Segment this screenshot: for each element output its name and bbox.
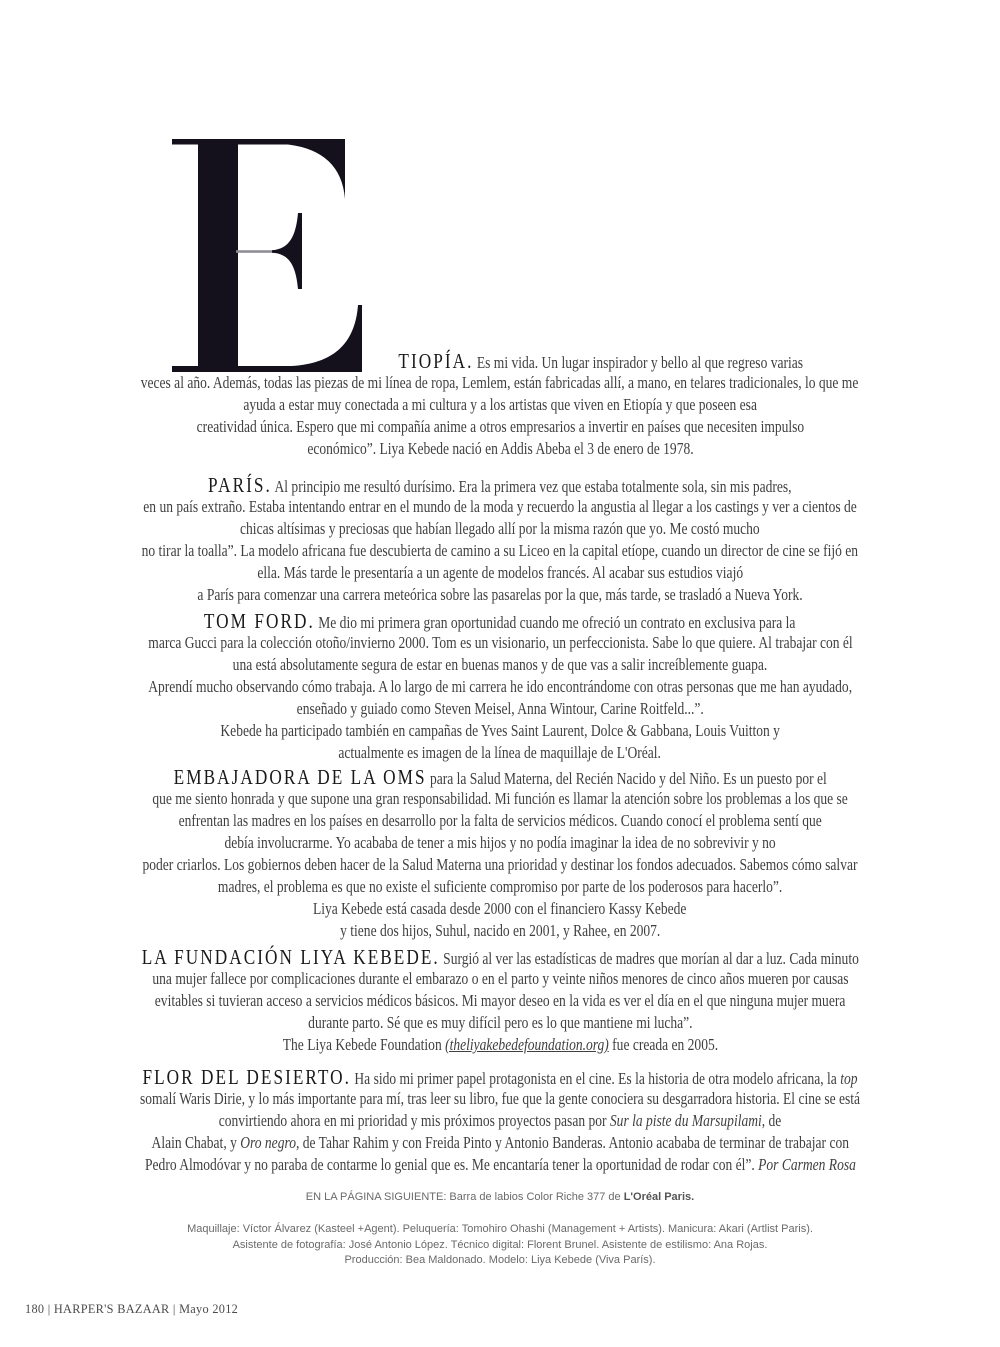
text-line-content [208,474,791,496]
text-line [70,810,930,832]
text-line [70,920,930,942]
text-line [70,742,930,764]
text-segment: no tirar la toalla”. La modelo africana fue descubierta de camino a su Liceo en la capital etíope, cuando un director de cine se fijó en [141,541,859,560]
text-line [70,832,930,854]
text-segment: a París para comenzar una carrera meteórica sobre las pasarelas por la que, más tarde, se trasladó a Nueva York. [197,585,803,604]
text-line [70,474,930,496]
text-line-content [313,898,686,920]
text-segment: Pedro Almodóvar y no paraba de contarme lo genial que es. Me encantaría tener la oportunidad de rodar con él”. [144,1155,758,1174]
text-line [70,372,930,394]
text-segment: Aprendí mucho observando cómo trabaja. A lo largo de mi carrera he ido encontrándome con otras personas que me han ayudado, [148,677,852,696]
text-line [70,394,930,416]
section-header: LA FUNDACIÓN LIYA KEBEDE. [141,945,440,969]
paragraph [70,766,930,942]
text-line [70,654,930,676]
text-segment: Es mi vida. Un lugar inspirador y bello al que regreso varias [473,353,803,372]
text-segment: veces al año. Además, todas las piezas de mi línea de ropa, Lemlem, están fabricadas allí, a mano, en telares tradicionales, lo que me [141,373,859,392]
text-line [70,416,930,438]
text-line-content [220,720,780,742]
text-line-content [240,518,760,540]
text-segment: fue creada en 2005. [608,1035,718,1054]
text-line-content [145,1154,856,1176]
text-line-content [233,654,768,676]
credit-line-assistants: Asistente de fotografía: José Antonio López. Técnico digital: Florent Brunel. Asistente de estilismo: Ana Rojas. [232,1238,768,1251]
next-page-credit-line [70,1191,930,1203]
text-segment: de Tahar Rahim y con Freida Pinto y Antonio Banderas. Antonio acababa de terminar de trabajar con [299,1133,849,1152]
dropcap-top-bar [172,139,345,199]
text-segment: una mujer fallece por complicaciones durante el embarazo o en el parto y veinte niños menores de cinco años mueren por causas [151,969,849,988]
text-line-content [173,766,826,788]
text-segment: Al principio me resultó durísimo. Era la primera vez que estaba totalmente sola, sin mis padres, [272,477,792,496]
paragraph [70,1066,930,1176]
text-line [70,1132,930,1154]
text-line-content [243,394,757,416]
text-line-content [142,540,858,562]
credit-line-production-model: Producción: Bea Maldonado. Modelo: Liya Kebede (Viva París). [344,1254,656,1266]
text-line [70,720,930,742]
text-segment: en un país extraño. Estaba intentando entrar en el mundo de la moda y recuerdo la angustia al llegar a los castings y ver a cientos de [143,497,857,516]
text-line-content [219,1110,782,1132]
text-segment: Sur la piste du Marsupilami, [609,1111,766,1130]
text-line-content [218,876,782,898]
text-line [70,990,930,1012]
foundation-website-link[interactable]: (theliyakebedefoundation.org) [444,1035,609,1054]
text-line [70,1088,930,1110]
text-segment: Alain Chabat, y [151,1133,240,1152]
text-line-content [339,742,662,764]
text-line [70,946,930,968]
text-segment: top [840,1069,858,1088]
dropcap-middle-wedge [272,213,302,289]
text-line-content [282,1034,717,1056]
text-line [70,518,930,540]
text-line-content [340,920,660,942]
text-segment: Surgió al ver las estadísticas de madres que morían al dar a luz. Cada minuto [439,949,859,968]
text-line [70,1154,930,1176]
text-line [70,766,930,788]
text-segment: para la Salud Materna, del Recién Nacido y del Niño. Es un puesto por el [426,769,827,788]
text-line-content [142,1066,857,1088]
text-line-content [224,832,775,854]
text-line-content [143,854,858,876]
text-line [70,350,930,372]
text-segment: The Liya Kebede Foundation [282,1035,445,1054]
text-segment: y tiene dos hijos, Suhul, nacido en 2001, y Rahee, en 2007. [339,921,661,940]
text-segment: que me siento honrada y que supone una gran responsabilidad. Mi función es llamar la atención sobre los problemas a los que se [152,789,848,808]
section-header: EMBAJADORA DE LA OMS [173,765,427,789]
text-line [70,854,930,876]
text-line-content [296,698,703,720]
text-segment: actualmente es imagen de la línea de maquillaje de L'Oréal. [338,743,662,762]
text-line-content [152,968,848,990]
text-segment: enfrentan las madres en los países en desarrollo por la falta de servicios médicos. Cuando conocí el problema sentí que [178,811,822,830]
text-segment: convirtiendo ahora en mi prioridad y mis próximos proyectos pasan por [218,1111,610,1130]
paragraph [70,474,930,606]
page-folio: 180 | HARPER'S BAZAAR | Mayo 2012 [25,1302,239,1316]
text-segment: somalí Waris Dirie, y lo más importante para mí, tras leer su libro, fue que la gente conociera su desgarradora historia. El cine se está [139,1089,861,1108]
paragraph [70,350,930,460]
text-line [70,438,930,460]
text-segment: durante parto. Sé que es muy difícil pero es lo que mantiene mi lucha”. [307,1013,693,1032]
text-line [70,610,930,632]
text-line [70,584,930,606]
text-segment: Liya Kebede está casada desde 2000 con el financiero Kassy Kebede [313,899,687,918]
text-segment: evitables si tuvieran acceso a servicios médicos básicos. Mi mayor deseo en la vida es ver el día en el que ninguna mujer muera [154,991,846,1010]
text-line-content [151,1132,848,1154]
text-line-content [148,632,852,654]
section-header: FLOR DEL DESIERTO. [142,1065,352,1089]
text-line-content [197,584,802,606]
text-line [70,968,930,990]
next-page-credit-text: EN LA PÁGINA SIGUIENTE: Barra de labios Color Riche 377 de [305,1191,624,1203]
text-segment: Oro negro, [239,1133,300,1152]
text-segment: ayuda a estar muy conectada a mi cultura y a los artistas que viven en Etiopía y que poseen esa [243,395,757,414]
text-line [70,540,930,562]
text-line [70,1034,930,1056]
team-credits [70,1222,930,1269]
text-segment: Ha sido mi primer papel protagonista en el cine. Es la historia de otra modelo africana, la [351,1069,841,1088]
section-header: TOM FORD. [204,609,316,633]
text-segment: enseñado y guiado como Steven Meisel, Anna Wintour, Carine Roitfeld...”. [296,699,704,718]
paragraph [70,610,930,764]
text-line-content [308,1012,692,1034]
dropcap-stem [198,139,238,372]
text-line [70,632,930,654]
text-line [70,898,930,920]
section-header: TIOPÍA. [398,349,474,373]
text-segment: debía involucrarme. Yo acababa de tener a mis hijos y no podía imaginar la idea de no sobrevivir y no [224,833,776,852]
dropcap-e-letter [170,139,363,372]
paragraph [70,946,930,1056]
text-line [70,876,930,898]
text-segment: una está absolutamente segura de estar en buenas manos y de que vas a salir increíblemente guapa. [232,655,768,674]
text-line-content [152,788,847,810]
text-segment: de [765,1111,782,1130]
text-line-content [204,610,795,632]
text-segment: madres, el problema es que no existe el suficiente compromiso por parte de los poderosos para hacerlo”. [217,877,783,896]
text-line [70,562,930,584]
next-page-credit-brand: L'Oréal Paris. [623,1191,695,1203]
text-segment: chicas altísimas y preciosas que habían llegado allí por la misma razón que yo. Me costó mucho [240,519,760,538]
text-line [70,1012,930,1034]
text-segment: Por Carmen Rosa [757,1155,856,1174]
text-segment: poder criarlos. Los gobiernos deben hacer de la Salud Materna una prioridad y destinar los fondos adecuados. Sabemos cómo salvar [142,855,858,874]
text-segment: marca Gucci para la colección otoño/invierno 2000. Tom es un visionario, un perfeccionista. Sabe lo que quiere. Al trabajar con él [147,633,853,652]
section-header: PARÍS. [208,473,273,497]
text-line-content [196,416,804,438]
text-segment: Kebede ha participado también en campañas de Yves Saint Laurent, Dolce & Gabbana, Louis Vuitton y [220,721,780,740]
text-line-content [398,350,803,372]
text-line [70,1066,930,1088]
text-line-content [141,946,858,968]
text-line [70,698,930,720]
text-line-content [141,372,859,394]
text-line [70,788,930,810]
text-segment: económico”. Liya Kebede nació en Addis Abeba el 3 de enero de 1978. [306,439,694,458]
text-line-content [257,562,743,584]
text-line-content [140,1088,860,1110]
credit-line-makeup-hair-manicure: Maquillaje: Víctor Álvarez (Kasteel +Agent). Peluquería: Tomohiro Ohashi (Management + Artists). Manicura: Akari (Artlist Paris). [187,1223,813,1235]
text-line [70,496,930,518]
text-line-content [307,438,693,460]
text-line-content [178,810,821,832]
text-line [70,1110,930,1132]
text-line-content [143,496,856,518]
text-segment: Me dio mi primera gran oportunidad cuando me ofreció un contrato en exclusiva para la [315,613,796,632]
text-line-content [148,676,852,698]
text-line [70,676,930,698]
text-line-content [155,990,846,1012]
text-segment: ella. Más tarde le presentaría a un agente de modelos francés. Al acabar sus estudios viajó [257,563,743,582]
text-segment: creatividad única. Espero que mi compañía anime a otros empresarios a invertir en países que necesiten impulso [196,417,804,436]
